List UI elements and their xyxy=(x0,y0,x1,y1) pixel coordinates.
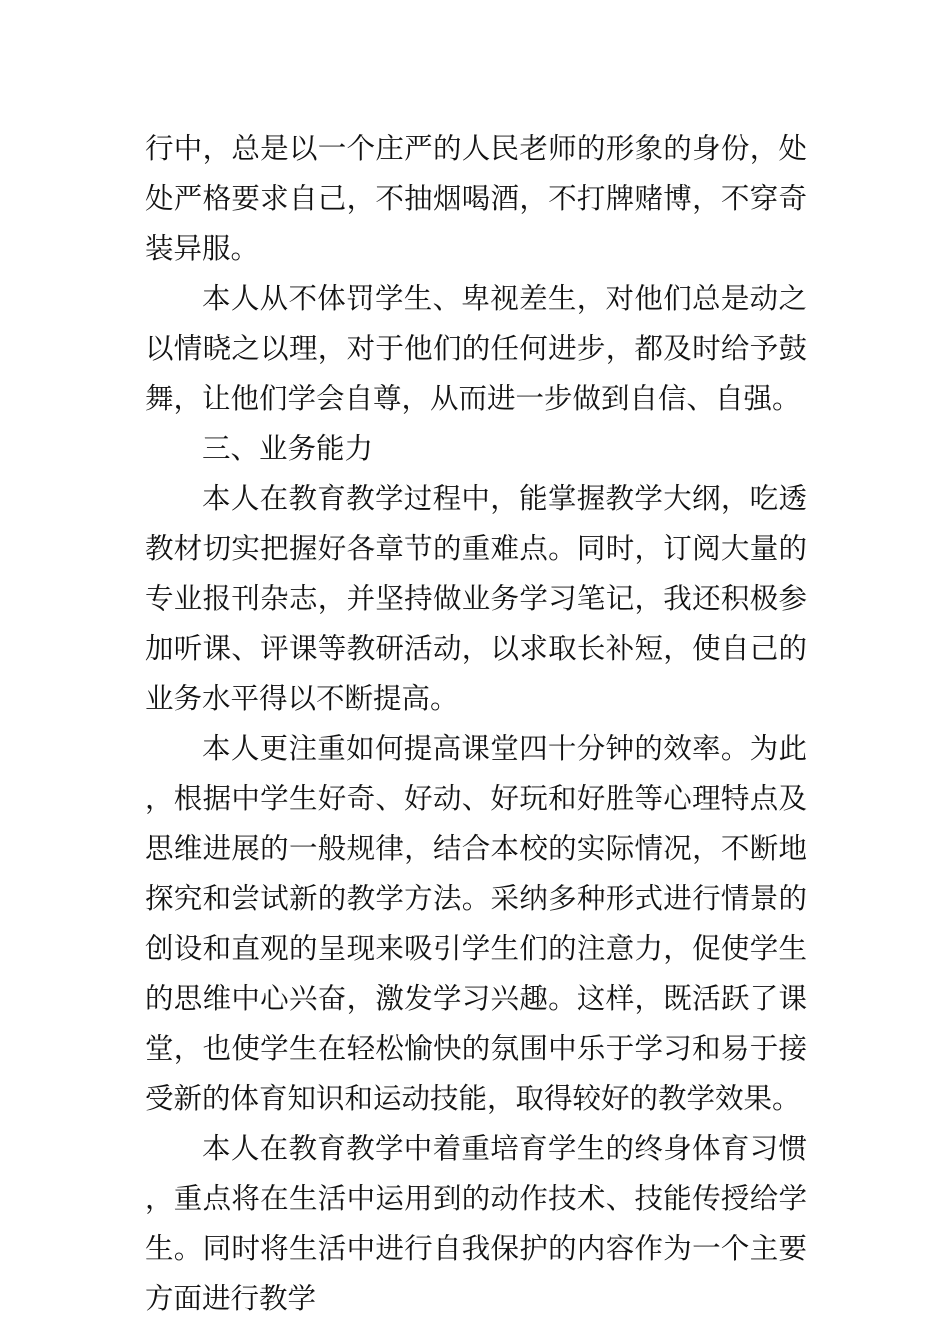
paragraph-3: 本人在教育教学过程中，能掌握教学大纲，吃透教材切实把握好各章节的重难点。同时，订阅大量的专业报刊杂志，并坚持做业务学习笔记，我还积极参加听课、评课等教研活动，以求取长补短，使自己的业务水平得以不断提高。 xyxy=(145,482,807,715)
document-body xyxy=(145,124,807,1324)
paragraph-2: 本人从不体罚学生、卑视差生，对他们总是动之以情晓之以理，对于他们的任何进步，都及时给予鼓舞，让他们学会自尊，从而进一步做到自信、自强。 xyxy=(145,282,807,415)
section-heading: 三、业务能力 xyxy=(202,432,374,465)
paragraph-1: 行中，总是以一个庄严的人民老师的形象的身份，处处严格要求自己，不抽烟喝酒，不打牌赌博，不穿奇装异服。 xyxy=(145,132,807,265)
paragraph-4: 本人更注重如何提高课堂四十分钟的效率。为此，根据中学生好奇、好动、好玩和好胜等心理特点及思维进展的一般规律，结合本校的实际情况，不断地探究和尝试新的教学方法。采纳多种形式进行情景的创设和直观的呈现来吸引学生们的注意力，促使学生的思维中心兴奋，激发学习兴趣。这样，既活跃了课堂，也使学生在轻松愉快的氛围中乐于学习和易于接受新的体育知识和运动技能，取得较好的教学效果。 xyxy=(145,732,807,1115)
paragraph-5: 本人在教育教学中着重培育学生的终身体育习惯，重点将在生活中运用到的动作技术、技能传授给学生。同时将生活中进行自我保护的内容作为一个主要方面进行教学 xyxy=(145,1132,807,1315)
